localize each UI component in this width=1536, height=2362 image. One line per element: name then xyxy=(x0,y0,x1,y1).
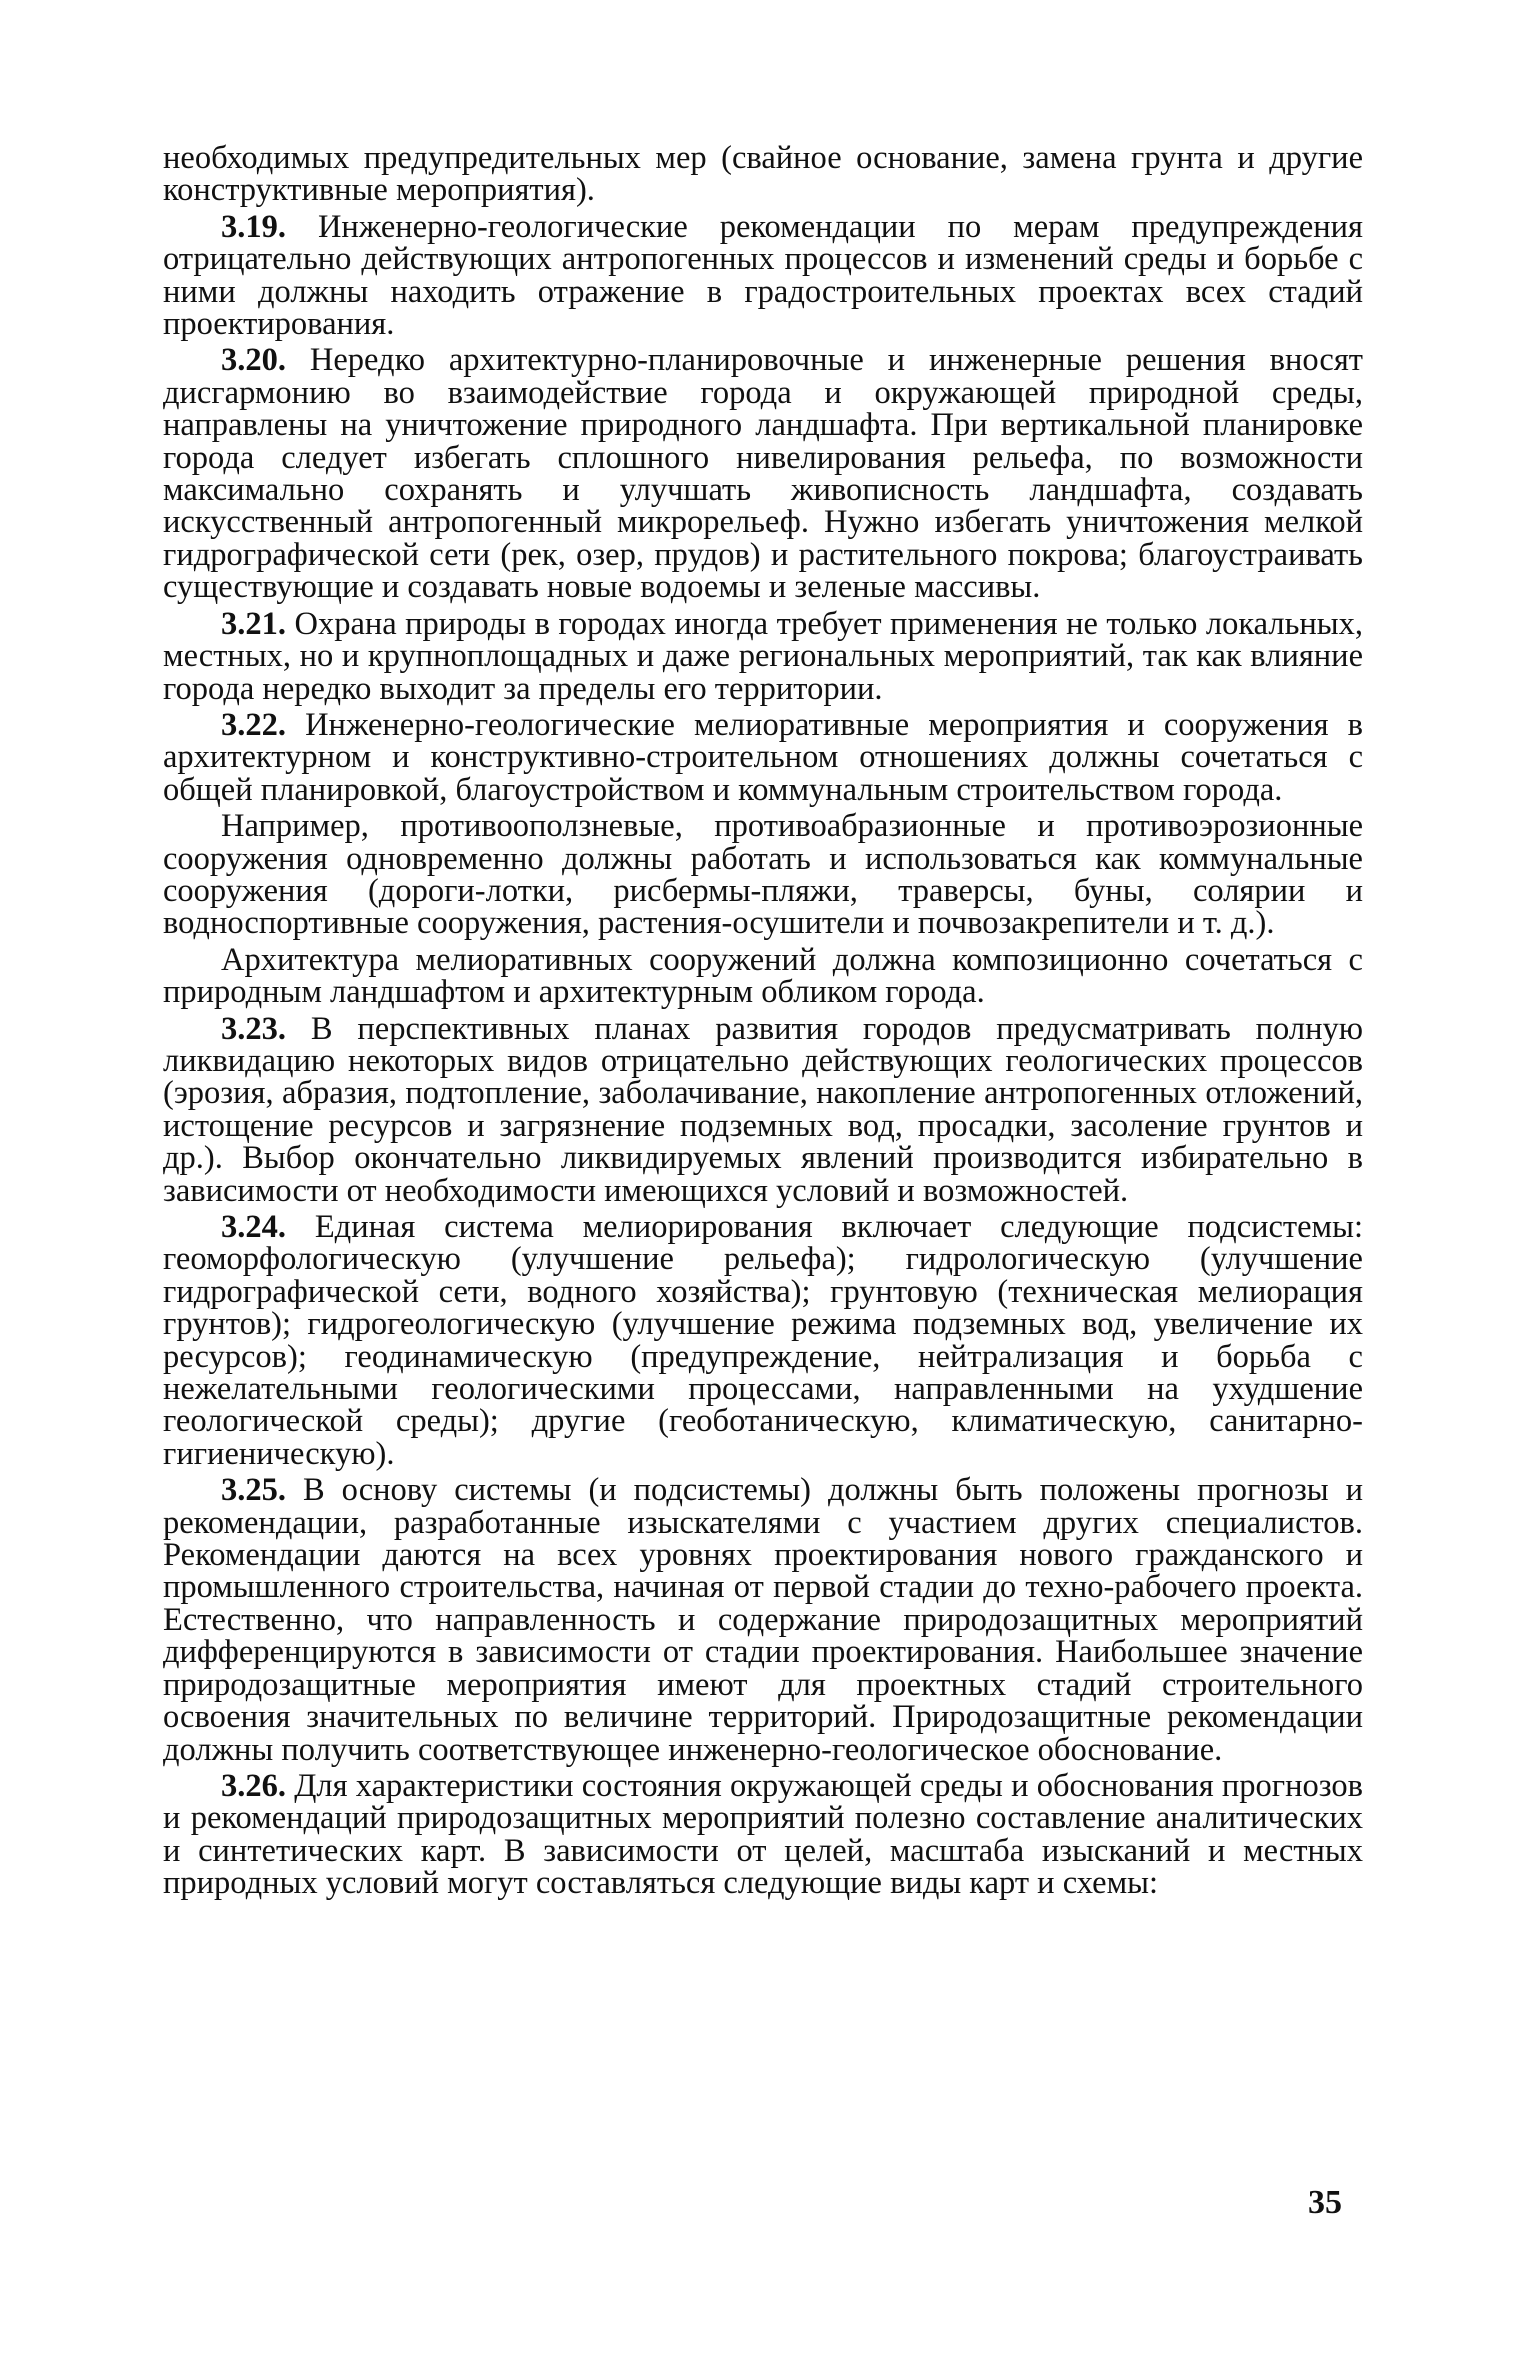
clause-number: 3.26. xyxy=(221,1767,286,1804)
paragraph-3-24 xyxy=(163,1211,1363,1470)
clause-number: 3.21. xyxy=(221,605,286,642)
paragraph-3-20 xyxy=(163,342,1363,606)
paragraph-text: Для характеристики состояния окружающей среды и обоснования прогнозов и рекомендаций природозащитных мероприятий полезно составление аналитических и синтетических карт. В зависимости от целей, масштаба изысканий и местных природных условий могут составляться следующие виды карт и схемы: xyxy=(163,1767,1364,1902)
paragraph-text: Охрана природы в городах иногда требует применения не только локальных, местных, но и крупноплощадных и даже региональных мероприятий, так как влияние города нередко выходит за пределы его территории. xyxy=(163,605,1363,707)
page-number: 35 xyxy=(1308,2184,1342,2221)
paragraph-continuation xyxy=(163,142,1363,207)
paragraph-3-21 xyxy=(163,605,1363,707)
paragraph-text: Инженерно-геологические рекомендации по мерам предупреждения отрицательно действующих антропогенных процессов и изменений среды и борьбе с ними должны находить отражение в градостроительных проектах всех стадий проектирования. xyxy=(163,208,1363,343)
paragraph-3-22 xyxy=(163,706,1364,808)
document-page xyxy=(163,142,1363,1904)
paragraph-text: Архитектура мелиоративных сооружений должна композиционно сочетаться с природным ландшафтом и архитектурным обликом города. xyxy=(163,941,1363,1011)
paragraph-text: Например, противооползневые, противоабразионные и противоэрозионные сооружения одновременно должны работать и использоваться как коммунальные сооружения (дороги-лотки, рисбермы-пляжи, траверсы, буны, солярии и водноспортивные сооружения, растения-осушители и почвозакрепители и т. д.). xyxy=(163,808,1363,942)
paragraph-3-26 xyxy=(163,1767,1364,1902)
clause-number: 3.20. xyxy=(221,342,286,379)
clause-number: 3.25. xyxy=(221,1472,286,1509)
paragraph-3-25 xyxy=(163,1474,1363,1766)
clause-number: 3.19. xyxy=(221,208,286,245)
paragraph-architecture xyxy=(163,941,1363,1011)
paragraph-text: Инженерно-геологические мелиоративные мероприятия и сооружения в архитектурном и конструктивно-строительном отношениях должны сочетаться с общей планировкой, благоустройством и коммунальным строительством города. xyxy=(163,706,1364,808)
paragraph-text: Нередко архитектурно-планировочные и инженерные решения вносят дисгармонию во взаимодействие города и окружающей природной среды, направлены на уничтожение природного ландшафта. При вертикальной планировке города следует избегать сплошного нивелирования рельефа, по возможности максимально сохранять и улучшать живописность ландшафта, создавать искусственный антропогенный микрорельеф. Нужно избегать уничтожения мелкой гидрографической сети (рек, озер, прудов) и растительного покрова; благоустраивать существующие и создавать новые водоемы и зеленые массивы. xyxy=(163,342,1363,606)
paragraph-example xyxy=(163,810,1363,940)
clause-number: 3.22. xyxy=(221,706,286,743)
clause-number: 3.23. xyxy=(221,1010,286,1047)
paragraph-3-19 xyxy=(163,208,1363,343)
paragraph-text: необходимых предупредительных мер (свайное основание, замена грунта и другие конструктивные мероприятия). xyxy=(163,140,1363,209)
clause-number: 3.24. xyxy=(221,1209,286,1245)
paragraph-3-23 xyxy=(163,1010,1363,1209)
paragraph-text: В основу системы (и подсистемы) должны быть положены прогнозы и рекомендации, разработанные изыскателями с участием других специалистов. Рекомендации даются на всех уровнях проектирования нового гражданского и промышленного строительства, начиная от первой стадии до техно-рабочего проекта. Естественно, что направленность и содержание природозащитных мероприятий дифференцируются в зависимости от стадии проектирования. Наибольшее значение природозащитные мероприятия имеют для проектных стадий строительного освоения значительных по величине территорий. Природозащитные рекомендации должны получить соответствующее инженерно-геологическое обоснование. xyxy=(163,1472,1363,1768)
paragraph-text: Единая система мелиорирования включает следующие подсистемы: геоморфологическую (улучшение рельефа); гидрологическую (улучшение гидрографической сети, водного хозяйства); грунтовую (техническая мелиорация грунтов); гидрогеологическую (улучшение режима подземных вод, увеличение их ресурсов); геодинамическую (предупреждение, нейтрализация и борьба с нежелательными геологическими процессами, направленными на ухудшение геологической среды); другие (геоботаническую, климатическую, санитарно-гигиеническую). xyxy=(163,1209,1363,1472)
paragraph-text: В перспективных планах развития городов предусматривать полную ликвидацию некоторых видов отрицательно действующих геологических процессов (эрозия, абразия, подтопление, заболачивание, накопление антропогенных отложений, истощение ресурсов и загрязнение подземных вод, просадки, засоление грунтов и др.). Выбор окончательно ликвидируемых явлений производится избирательно в зависимости от необходимости имеющихся условий и возможностей. xyxy=(163,1010,1363,1209)
